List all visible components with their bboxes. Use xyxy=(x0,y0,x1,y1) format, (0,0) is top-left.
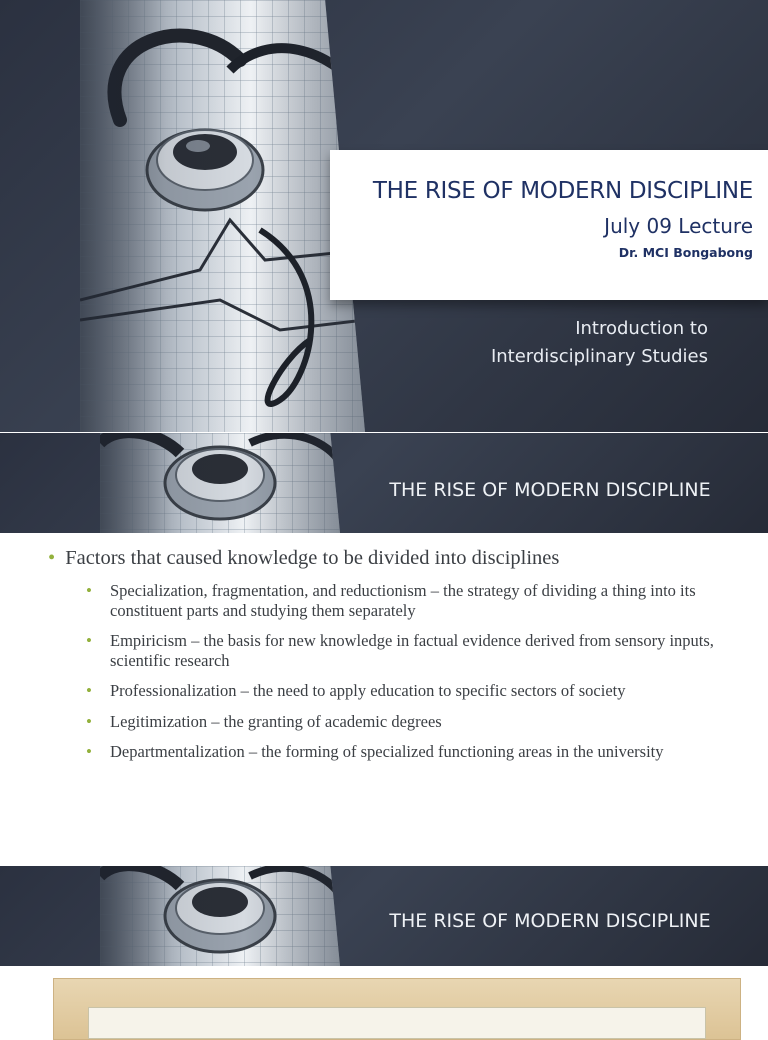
list-item: • Professionalization – the need to apply education to specific sectors of society xyxy=(86,681,726,701)
slide2-title: THE RISE OF MODERN DISCIPLINE xyxy=(389,479,711,501)
title-panel xyxy=(330,150,768,300)
list-item: • Legitimization – the granting of academic degrees xyxy=(86,712,726,732)
bullet-icon: • xyxy=(48,547,56,569)
slide3-frame-inner xyxy=(88,1007,706,1039)
lecture-date: July 09 Lecture xyxy=(604,214,753,238)
list-item: • Empiricism – the basis for new knowledge in factual evidence derived from sensory inputs, scientific research xyxy=(86,631,726,670)
stethoscope-image xyxy=(100,433,340,533)
slide3-frame xyxy=(53,978,741,1040)
slide-subtitle xyxy=(408,315,708,371)
slide3-title: THE RISE OF MODERN DISCIPLINE xyxy=(389,910,711,932)
slide3-header xyxy=(0,866,768,966)
main-point xyxy=(48,547,559,570)
author-name: Dr. MCI Bongabong xyxy=(618,245,753,260)
main-point-text: Factors that caused knowledge to be divided into disciplines xyxy=(65,547,560,569)
subtitle-line-1: Introduction to xyxy=(575,318,708,339)
slide-title: THE RISE OF MODERN DISCIPLINE xyxy=(372,178,753,204)
list-item: • Departmentalization – the forming of specialized functioning areas in the university xyxy=(86,742,726,762)
subtitle-line-2: Interdisciplinary Studies xyxy=(490,346,708,367)
stethoscope-image xyxy=(80,0,365,432)
slide2-content xyxy=(0,533,768,865)
factor-list xyxy=(86,581,726,773)
list-item: • Specialization, fragmentation, and reductionism – the strategy of dividing a thing into its constituent parts and studying them separately xyxy=(86,581,726,620)
title-slide xyxy=(0,0,768,432)
stethoscope-image xyxy=(100,866,340,966)
slide2-header xyxy=(0,433,768,533)
